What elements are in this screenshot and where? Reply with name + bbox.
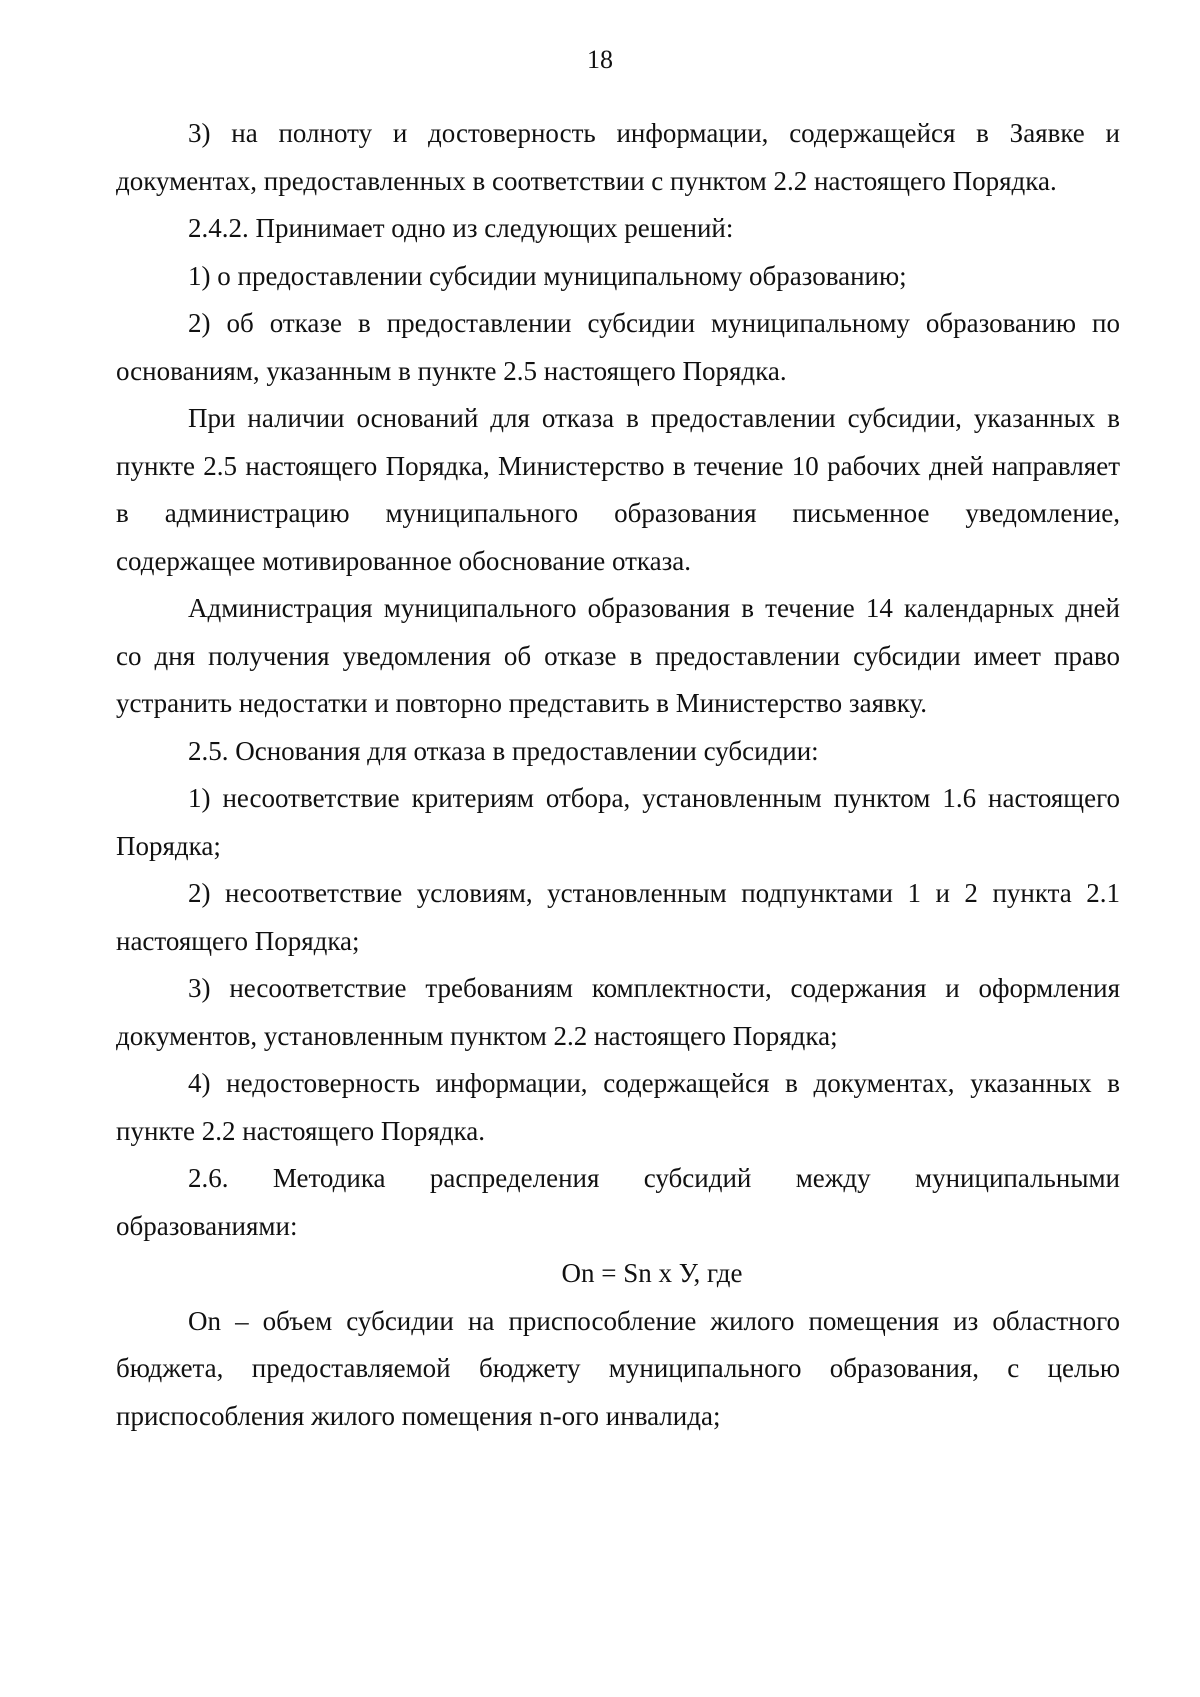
refusal-ground-3: 3) несоответствие требованиям комплектности, содержания и оформления документов, установленным пунктом 2.2 настоящего Порядка; bbox=[116, 973, 1120, 1051]
decision-option-1: 1) о предоставлении субсидии муниципальному образованию; bbox=[188, 260, 907, 291]
decision-option-2: 2) об отказе в предоставлении субсидии муниципальному образованию по основаниям, указанным в пункте 2.5 настоящего Порядка. bbox=[116, 308, 1120, 386]
paragraph-2-5: 2.5. Основания для отказа в предоставлении субсидии: bbox=[188, 735, 819, 766]
formula: Оn = Sn x У, где bbox=[561, 1258, 743, 1288]
refusal-ground-2: 2) несоответствие условиям, установленным подпунктами 1 и 2 пункта 2.1 настоящего Порядка; bbox=[116, 878, 1120, 956]
paragraph-2-6: 2.6. Методика распределения субсидий между муниципальными образованиями: bbox=[116, 1163, 1120, 1241]
paragraph-item-3-completeness: 3) на полноту и достоверность информации, содержащейся в Заявке и документах, предоставленных в соответствии с пунктом 2.2 настоящего Порядка. bbox=[116, 118, 1120, 196]
refusal-ground-4: 4) недостоверность информации, содержащейся в документах, указанных в пункте 2.2 настоящего Порядка. bbox=[116, 1068, 1120, 1146]
page-number: 18 bbox=[587, 45, 613, 74]
paragraph-2-4-2: 2.4.2. Принимает одно из следующих решений: bbox=[188, 213, 734, 243]
paragraph-refusal-notice: При наличии оснований для отказа в предоставлении субсидии, указанных в пункте 2.5 настоящего Порядка, Министерство в течение 10 рабочих дней направляет в администрацию муниципального образования письменное уведомление, содержащее мотивированное обоснование отказа. bbox=[116, 403, 1120, 576]
refusal-ground-1: 1) несоответствие критериям отбора, установленным пунктом 1.6 настоящего Порядка; bbox=[116, 783, 1120, 861]
formula-definition-on: Оn – объем субсидии на приспособление жилого помещения из областного бюджета, предоставляемой бюджету муниципального образования, с целью приспособления жилого помещения n-ого инвалида; bbox=[116, 1305, 1120, 1431]
document-body bbox=[116, 110, 1120, 1440]
paragraph-resubmission: Администрация муниципального образования в течение 14 календарных дней со дня получения уведомления об отказе в предоставлении субсидии имеет право устранить недостатки и повторно представить в Министерство заявку. bbox=[116, 593, 1120, 718]
